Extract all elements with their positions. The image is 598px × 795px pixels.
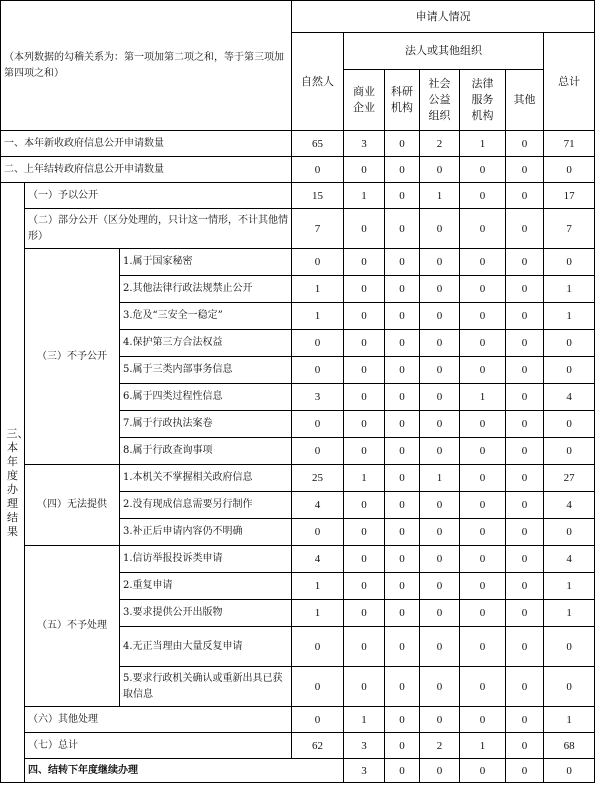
research-institution-header: 科研机构 <box>385 70 420 131</box>
value-cell: 2 <box>420 733 460 759</box>
value-cell: 0 <box>420 759 460 783</box>
value-cell: 27 <box>544 465 595 492</box>
value-cell: 0 <box>460 546 506 573</box>
value-cell: 0 <box>385 209 420 249</box>
value-cell: 0 <box>385 573 420 600</box>
table-row <box>1 157 595 183</box>
value-cell: 0 <box>292 249 344 276</box>
value-cell: 0 <box>544 519 595 546</box>
value-cell: 1 <box>460 384 506 411</box>
value-cell: 0 <box>506 249 544 276</box>
value-cell: 0 <box>544 627 595 667</box>
value-cell: 0 <box>544 438 595 465</box>
value-cell: 65 <box>292 131 344 157</box>
row-label: 5.要求行政机关确认或重新出具已获取信息 <box>120 667 292 707</box>
value-cell: 0 <box>385 438 420 465</box>
value-cell: 4 <box>292 492 344 519</box>
value-cell: 0 <box>544 249 595 276</box>
row-label: 2.重复申请 <box>120 573 292 600</box>
value-cell: 0 <box>292 627 344 667</box>
value-cell: 0 <box>292 667 344 707</box>
value-cell: 0 <box>385 733 420 759</box>
row-label: （七）总计 <box>25 733 292 759</box>
value-cell: 0 <box>460 303 506 330</box>
value-cell: 0 <box>344 573 385 600</box>
value-cell: 0 <box>420 276 460 303</box>
value-cell: 0 <box>292 411 344 438</box>
value-cell: 0 <box>344 384 385 411</box>
table-row <box>1 546 595 573</box>
value-cell: 1 <box>420 183 460 209</box>
value-cell: 0 <box>420 600 460 627</box>
value-cell: 0 <box>460 707 506 733</box>
value-cell: 17 <box>544 183 595 209</box>
value-cell: 0 <box>385 627 420 667</box>
value-cell: 3 <box>292 384 344 411</box>
row-label: 1.本机关不掌握相关政府信息 <box>120 465 292 492</box>
natural-person-header: 自然人 <box>292 33 344 131</box>
value-cell: 0 <box>506 600 544 627</box>
value-cell: 0 <box>460 411 506 438</box>
value-cell: 3 <box>344 733 385 759</box>
value-cell: 1 <box>420 465 460 492</box>
value-cell: 0 <box>460 438 506 465</box>
value-cell: 0 <box>420 330 460 357</box>
value-cell: 0 <box>544 357 595 384</box>
row-label: 1.信访举报投诉类申请 <box>120 546 292 573</box>
value-cell: 0 <box>344 600 385 627</box>
value-cell: 1 <box>344 707 385 733</box>
other-org-header: 其他 <box>506 70 544 131</box>
value-cell: 0 <box>385 707 420 733</box>
value-cell: 0 <box>420 209 460 249</box>
value-cell: 0 <box>344 438 385 465</box>
value-cell: 0 <box>506 330 544 357</box>
value-cell: 0 <box>506 209 544 249</box>
value-cell: 0 <box>420 707 460 733</box>
group-4-label: （四）无法提供 <box>25 465 120 546</box>
row-label: （一）予以公开 <box>25 183 292 209</box>
value-cell: 0 <box>506 384 544 411</box>
value-cell: 0 <box>460 667 506 707</box>
row-label: 4.无正当理由大量反复申请 <box>120 627 292 667</box>
value-cell: 0 <box>344 667 385 707</box>
value-cell: 1 <box>544 600 595 627</box>
value-cell: 0 <box>506 131 544 157</box>
value-cell: 0 <box>344 276 385 303</box>
row-label: 3.危及“三安全一稳定” <box>120 303 292 330</box>
value-cell: 0 <box>420 249 460 276</box>
value-cell: 0 <box>506 411 544 438</box>
value-cell: 0 <box>544 667 595 707</box>
value-cell: 4 <box>544 546 595 573</box>
value-cell: 0 <box>385 667 420 707</box>
table-row <box>1 131 595 157</box>
value-cell: 0 <box>506 492 544 519</box>
value-cell: 1 <box>292 276 344 303</box>
social-welfare-org-header: 社会公益组织 <box>420 70 460 131</box>
value-cell: 0 <box>344 627 385 667</box>
row-label: 一、本年新收政府信息公开申请数量 <box>1 131 292 157</box>
value-cell: 0 <box>344 411 385 438</box>
value-cell: 0 <box>420 627 460 667</box>
value-cell: 0 <box>506 357 544 384</box>
value-cell: 0 <box>385 519 420 546</box>
table-row <box>1 209 595 249</box>
value-cell: 0 <box>385 157 420 183</box>
value-cell: 0 <box>460 573 506 600</box>
table-row <box>1 707 595 733</box>
value-cell: 0 <box>506 573 544 600</box>
value-cell: 0 <box>460 759 506 783</box>
row-label: 6.属于四类过程性信息 <box>120 384 292 411</box>
value-cell: 1 <box>460 131 506 157</box>
value-cell: 0 <box>292 157 344 183</box>
table-row <box>1 249 595 276</box>
legal-service-org-header: 法律服务机构 <box>460 70 506 131</box>
table-row <box>1 733 595 759</box>
value-cell: 0 <box>506 733 544 759</box>
value-cell: 0 <box>544 411 595 438</box>
value-cell: 0 <box>385 276 420 303</box>
value-cell: 0 <box>344 209 385 249</box>
value-cell: 0 <box>460 330 506 357</box>
value-cell: 1 <box>544 707 595 733</box>
value-cell: 1 <box>292 303 344 330</box>
value-cell: 4 <box>544 492 595 519</box>
row-label: 四、结转下年度继续办理 <box>25 759 344 783</box>
row-label: 4.保护第三方合法权益 <box>120 330 292 357</box>
section-3-label: 三、本年度办理结果 <box>1 183 25 783</box>
value-cell: 0 <box>344 357 385 384</box>
value-cell: 0 <box>385 546 420 573</box>
value-cell: 0 <box>385 600 420 627</box>
value-cell: 1 <box>544 303 595 330</box>
value-cell: 71 <box>544 131 595 157</box>
table-note: （本列数据的勾稽关系为：第一项加第二项之和，等于第三项加第四项之和） <box>1 1 292 131</box>
value-cell: 0 <box>292 438 344 465</box>
value-cell: 0 <box>385 131 420 157</box>
value-cell: 2 <box>420 131 460 157</box>
value-cell: 0 <box>344 519 385 546</box>
value-cell: 3 <box>344 131 385 157</box>
value-cell: 15 <box>292 183 344 209</box>
row-label: （六）其他处理 <box>25 707 292 733</box>
value-cell: 0 <box>385 384 420 411</box>
value-cell: 0 <box>460 600 506 627</box>
value-cell: 0 <box>544 330 595 357</box>
value-cell: 0 <box>460 492 506 519</box>
value-cell: 0 <box>460 627 506 667</box>
value-cell: 0 <box>506 667 544 707</box>
table-row <box>1 759 595 783</box>
value-cell: 0 <box>292 330 344 357</box>
value-cell: 0 <box>385 759 420 783</box>
value-cell: 0 <box>420 573 460 600</box>
value-cell: 0 <box>344 157 385 183</box>
value-cell: 0 <box>460 209 506 249</box>
value-cell: 0 <box>344 546 385 573</box>
value-cell: 0 <box>420 492 460 519</box>
value-cell: 1 <box>544 276 595 303</box>
value-cell: 0 <box>460 157 506 183</box>
value-cell: 0 <box>544 157 595 183</box>
value-cell: 0 <box>385 249 420 276</box>
value-cell: 0 <box>292 357 344 384</box>
table-row <box>1 183 595 209</box>
row-label: 5.属于三类内部事务信息 <box>120 357 292 384</box>
value-cell: 0 <box>420 667 460 707</box>
row-label: 7.属于行政执法案卷 <box>120 411 292 438</box>
value-cell: 0 <box>460 465 506 492</box>
legal-org-header: 法人或其他组织 <box>344 33 544 70</box>
value-cell: 0 <box>420 303 460 330</box>
value-cell: 0 <box>344 330 385 357</box>
row-label: （二）部分公开（区分处理的，只计这一情形，不计其他情形） <box>25 209 292 249</box>
value-cell: 4 <box>544 384 595 411</box>
value-cell: 0 <box>420 546 460 573</box>
row-label: 8.属于行政查询事项 <box>120 438 292 465</box>
value-cell: 0 <box>420 357 460 384</box>
value-cell: 0 <box>385 492 420 519</box>
value-cell: 0 <box>506 303 544 330</box>
value-cell: 3 <box>344 759 385 783</box>
value-cell: 0 <box>460 276 506 303</box>
row-label: 1.属于国家秘密 <box>120 249 292 276</box>
value-cell: 68 <box>544 733 595 759</box>
value-cell: 0 <box>420 411 460 438</box>
value-cell: 0 <box>506 276 544 303</box>
value-cell: 0 <box>385 465 420 492</box>
value-cell: 62 <box>292 733 344 759</box>
value-cell: 0 <box>385 303 420 330</box>
group-5-label: （五）不予处理 <box>25 546 120 707</box>
table-row <box>1 465 595 492</box>
value-cell: 0 <box>344 249 385 276</box>
group-3-label: （三）不予公开 <box>25 249 120 465</box>
value-cell: 0 <box>460 183 506 209</box>
value-cell: 0 <box>292 519 344 546</box>
value-cell: 7 <box>292 209 344 249</box>
value-cell: 1 <box>344 465 385 492</box>
value-cell: 0 <box>420 384 460 411</box>
value-cell: 0 <box>460 357 506 384</box>
value-cell: 0 <box>344 492 385 519</box>
value-cell: 0 <box>506 707 544 733</box>
row-label: 3.要求提供公开出版物 <box>120 600 292 627</box>
value-cell: 25 <box>292 465 344 492</box>
value-cell: 1 <box>292 600 344 627</box>
value-cell: 0 <box>385 330 420 357</box>
total-header: 总计 <box>544 33 595 131</box>
value-cell: 0 <box>420 157 460 183</box>
row-label: 2.没有现成信息需要另行制作 <box>120 492 292 519</box>
value-cell: 1 <box>544 573 595 600</box>
value-cell: 0 <box>506 157 544 183</box>
value-cell: 0 <box>420 438 460 465</box>
value-cell: 0 <box>506 546 544 573</box>
value-cell: 1 <box>292 573 344 600</box>
value-cell: 1 <box>460 733 506 759</box>
value-cell: 0 <box>460 519 506 546</box>
value-cell: 7 <box>544 209 595 249</box>
value-cell: 1 <box>344 183 385 209</box>
row-label: 3.补正后申请内容仍不明确 <box>120 519 292 546</box>
row-label: 2.其他法律行政法规禁止公开 <box>120 276 292 303</box>
value-cell: 0 <box>385 411 420 438</box>
value-cell: 0 <box>344 303 385 330</box>
applicant-situation-header: 申请人情况 <box>292 1 595 33</box>
value-cell: 0 <box>506 627 544 667</box>
value-cell: 0 <box>544 759 595 783</box>
commercial-enterprise-header: 商业企业 <box>344 70 385 131</box>
value-cell: 0 <box>506 183 544 209</box>
value-cell: 0 <box>292 707 344 733</box>
value-cell: 0 <box>506 759 544 783</box>
value-cell: 0 <box>420 519 460 546</box>
row-label: 二、上年结转政府信息公开申请数量 <box>1 157 292 183</box>
value-cell: 0 <box>385 183 420 209</box>
value-cell: 0 <box>506 438 544 465</box>
value-cell: 4 <box>292 546 344 573</box>
value-cell: 0 <box>460 249 506 276</box>
value-cell: 0 <box>385 357 420 384</box>
value-cell: 0 <box>506 465 544 492</box>
value-cell: 0 <box>506 519 544 546</box>
